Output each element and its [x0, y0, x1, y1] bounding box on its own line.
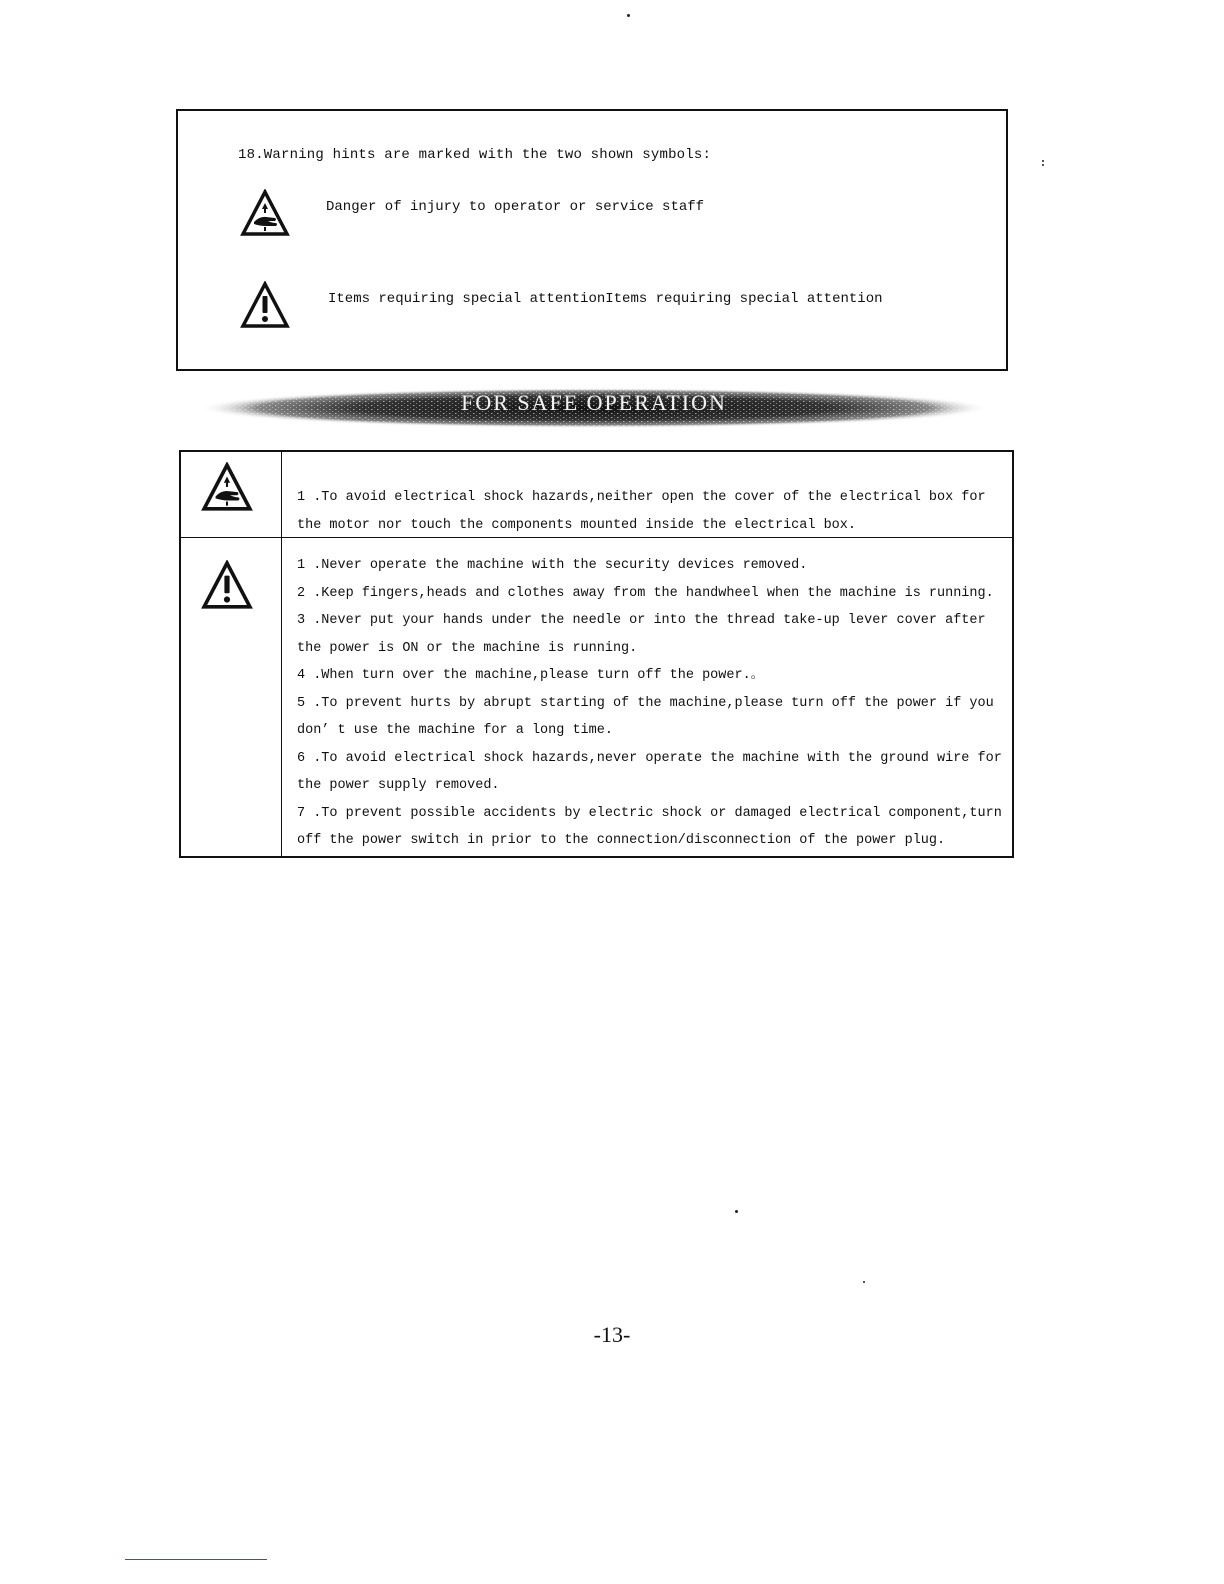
- caution-line: don’ t use the machine for a long time.: [297, 723, 613, 738]
- danger-line: 1 .To avoid electrical shock hazards,neither open the cover of the electrical box for: [297, 490, 986, 505]
- safe-operation-banner: [196, 384, 992, 436]
- caution-line: 7 .To prevent possible accidents by electric shock or damaged electrical component,turn: [297, 805, 1002, 821]
- caution-line: 2 .Keep fingers,heads and clothes away from the handwheel when the machine is running.: [297, 585, 994, 601]
- caution-line: 4 .When turn over the machine,please turn off the power.。: [297, 668, 765, 683]
- footer-rule: [125, 1559, 267, 1560]
- safety-table: [179, 450, 1014, 858]
- danger-row: [181, 452, 1012, 538]
- danger-line: the motor nor touch the components mounted inside the electrical box.: [297, 517, 856, 533]
- scan-speck: [863, 1281, 865, 1283]
- caution-line: 5 .To prevent hurts by abrupt starting of the machine,please turn off the power if you: [297, 695, 994, 711]
- scan-speck: [627, 14, 630, 17]
- caution-line: the power is ON or the machine is running.: [297, 640, 638, 656]
- scan-speck: [735, 1210, 738, 1213]
- caution-line: 3 .Never put your hands under the needle or into the thread take-up lever cover after: [297, 613, 986, 628]
- hand-injury-warning-icon: [201, 462, 253, 514]
- danger-icon-cell: [181, 452, 282, 537]
- danger-text-cell: [297, 484, 1002, 539]
- caution-row: [181, 538, 1012, 858]
- caution-line: 1 .Never operate the machine with the security devices removed.: [297, 558, 808, 573]
- scan-speck: [1042, 164, 1044, 166]
- exclamation-warning-icon: [201, 560, 253, 612]
- hand-injury-warning-icon: [240, 189, 290, 239]
- caution-text-cell: [297, 552, 1002, 855]
- exclamation-warning-icon: [240, 281, 290, 331]
- attention-hint-text: Items requiring special attentionItems requiring special attention: [328, 291, 883, 307]
- scan-speck: [1042, 160, 1044, 162]
- caution-line: 6 .To avoid electrical shock hazards,never operate the machine with the ground wire for: [297, 750, 1002, 766]
- hints-title: 18.Warning hints are marked with the two shown symbols:: [238, 147, 712, 163]
- danger-hint-text: Danger of injury to operator or service staff: [326, 199, 705, 215]
- page-number: -13-: [593, 1322, 631, 1347]
- banner-title: FOR SAFE OPERATION: [461, 390, 727, 415]
- caution-line: off the power switch in prior to the connection/disconnection of the power plug.: [297, 833, 946, 848]
- warning-hints-box: [176, 109, 1008, 371]
- caution-icon-cell: [181, 538, 282, 858]
- caution-line: the power supply removed.: [297, 778, 500, 793]
- danger-hint-row: [240, 189, 704, 239]
- attention-hint-row: [240, 281, 883, 331]
